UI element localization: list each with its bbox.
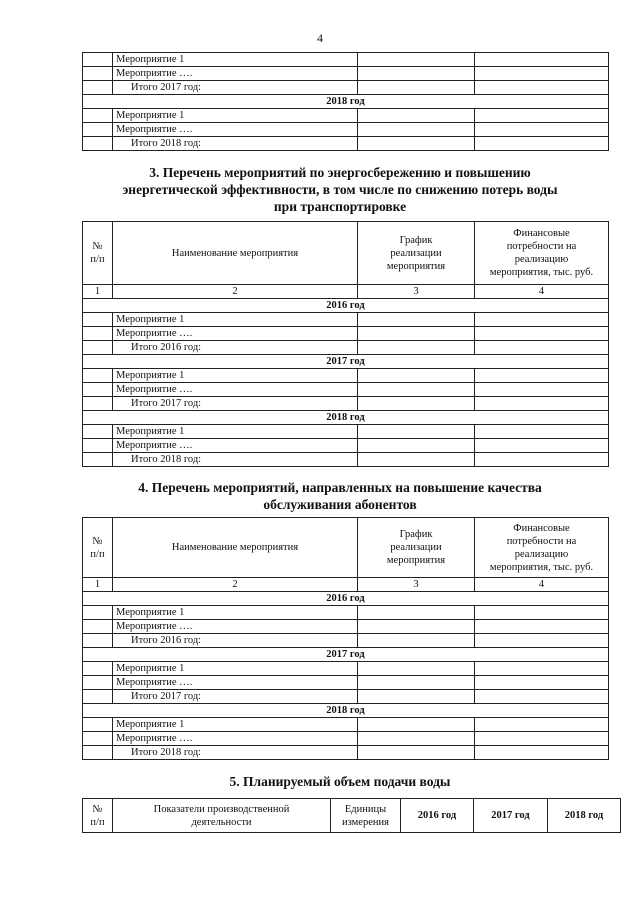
table-row: Итого 2017 год: xyxy=(83,397,609,411)
year-row: 2018 год xyxy=(83,704,609,718)
section4-title: 4. Перечень мероприятий, направленных на повышение качества обслуживания абонентов xyxy=(138,480,542,512)
table-row: Мероприятие 1 xyxy=(83,313,609,327)
table-row: Итого 2018 год: xyxy=(83,453,609,467)
table-row: Итого 2017 год: xyxy=(83,81,609,95)
table-row: Итого 2018 год: xyxy=(83,746,609,760)
table-row: Мероприятие 1 xyxy=(83,53,609,67)
section5-table xyxy=(82,798,621,833)
table-row: Мероприятие 1 xyxy=(83,369,609,383)
table-row: Итого 2016 год: xyxy=(83,341,609,355)
section4-table xyxy=(82,517,609,760)
table-row: Итого 2018 год: xyxy=(83,137,609,151)
year-row: 2018 год xyxy=(83,411,609,425)
table-row: Мероприятие 1 xyxy=(83,662,609,676)
year-row: 2016 год xyxy=(83,299,609,313)
page-number: 4 xyxy=(317,31,323,45)
table-row: Мероприятие 1 xyxy=(83,718,609,732)
table-row: Итого 2017 год: xyxy=(83,690,609,704)
top-table xyxy=(82,52,609,151)
header-row: № п/п Показатели производственной деятельности Единицы измерения 2016 год 2017 год 2018 год xyxy=(83,799,621,833)
table-row: Мероприятие …. xyxy=(83,620,609,634)
table-row: Итого 2016 год: xyxy=(83,634,609,648)
section3-title: 3. Перечень мероприятий по энергосбережению и повышению энергетической эффективности, в том числе по снижению потерь воды при транспортировке xyxy=(122,165,558,214)
year-row: 2018 год xyxy=(83,95,609,109)
column-numbers-row: 1 2 3 4 xyxy=(83,285,609,299)
table-row: Мероприятие 1 xyxy=(83,425,609,439)
year-row: 2016 год xyxy=(83,592,609,606)
year-row: 2017 год xyxy=(83,648,609,662)
section3-table xyxy=(82,221,609,467)
header-row: № п/п Наименование мероприятия График реализации мероприятия Финансовые потребности на реализацию мероприятия, тыс. руб. xyxy=(83,518,609,578)
table-row: Мероприятие …. xyxy=(83,676,609,690)
table-row: Мероприятие …. xyxy=(83,383,609,397)
table-row: Мероприятие 1 xyxy=(83,606,609,620)
table-row: Мероприятие …. xyxy=(83,123,609,137)
column-numbers-row: 1 2 3 4 xyxy=(83,578,609,592)
header-row: № п/п Наименование мероприятия График реализации мероприятия Финансовые потребности на реализацию мероприятия, тыс. руб. xyxy=(83,222,609,285)
table-row: Мероприятие …. xyxy=(83,732,609,746)
table-row: Мероприятие 1 xyxy=(83,109,609,123)
year-row: 2017 год xyxy=(83,355,609,369)
section5-title: 5. Планируемый объем подачи воды xyxy=(229,774,451,789)
table-row: Мероприятие …. xyxy=(83,67,609,81)
table-row: Мероприятие …. xyxy=(83,327,609,341)
table-row: Мероприятие …. xyxy=(83,439,609,453)
